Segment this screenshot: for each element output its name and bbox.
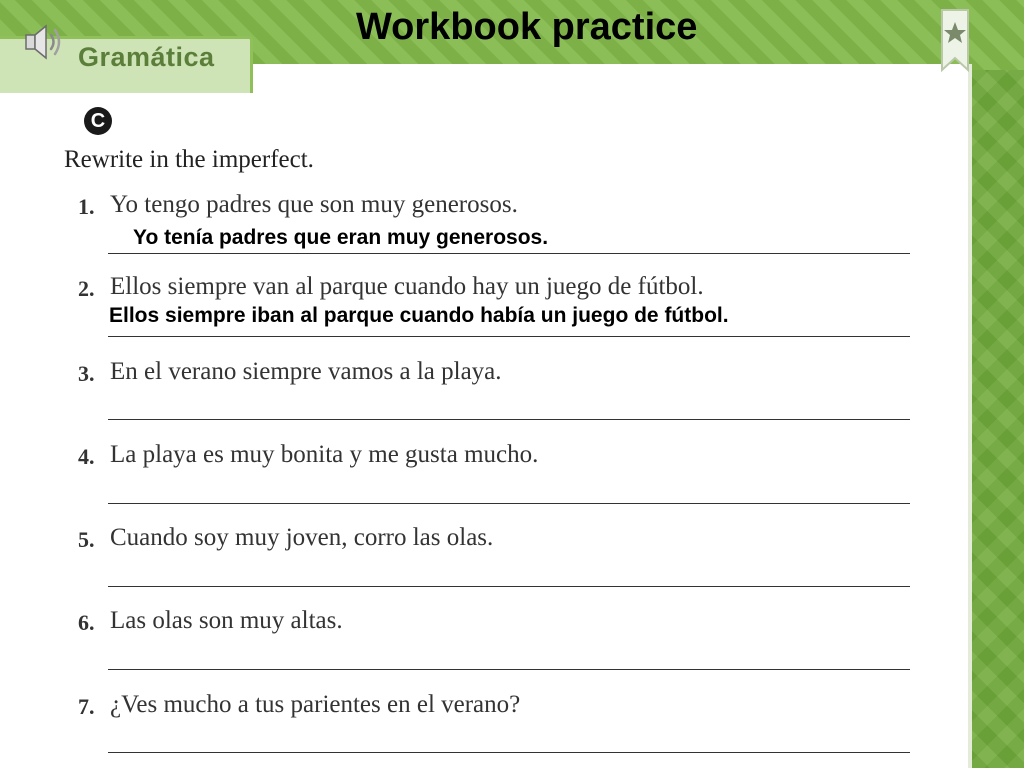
item-prompt: En el verano siempre vamos a la playa.	[110, 358, 502, 385]
item-number: 5.	[78, 527, 95, 552]
answer-line	[108, 336, 910, 337]
answer-line[interactable]	[108, 752, 910, 753]
slide-title: Workbook practice	[356, 6, 698, 48]
item-prompt: Las olas son muy altas.	[110, 607, 343, 634]
item-answer[interactable]: Yo tenía padres que eran muy generosos.	[133, 226, 549, 249]
item-number: 2.	[78, 276, 95, 301]
item-number: 1.	[78, 194, 95, 219]
exercise-instruction: Rewrite in the imperfect.	[64, 146, 314, 173]
item-number: 4.	[78, 444, 95, 469]
answer-line[interactable]	[108, 503, 910, 504]
item-number: 3.	[78, 361, 95, 386]
answer-line	[108, 253, 910, 254]
item-prompt: Yo tengo padres que son muy generosos.	[110, 191, 518, 218]
section-badge: C	[84, 107, 112, 135]
item-answer[interactable]: Ellos siempre iban al parque cuando había un juego de fútbol.	[109, 304, 729, 327]
item-number: 6.	[78, 610, 95, 635]
item-number: 7.	[78, 694, 95, 719]
item-prompt: La playa es muy bonita y me gusta mucho.	[110, 441, 539, 468]
item-prompt: ¿Ves mucho a tus parientes en el verano?	[110, 691, 521, 718]
answer-line[interactable]	[108, 586, 910, 587]
answer-line[interactable]	[108, 669, 910, 670]
section-header-label: Gramática	[78, 42, 215, 72]
bookmark-icon[interactable]	[938, 8, 972, 74]
speaker-icon[interactable]	[22, 20, 66, 64]
item-prompt: Cuando soy muy joven, corro las olas.	[110, 524, 494, 551]
answer-line[interactable]	[108, 419, 910, 420]
item-prompt: Ellos siempre van al parque cuando hay un juego de fútbol.	[110, 273, 704, 300]
page-edge	[968, 64, 972, 768]
